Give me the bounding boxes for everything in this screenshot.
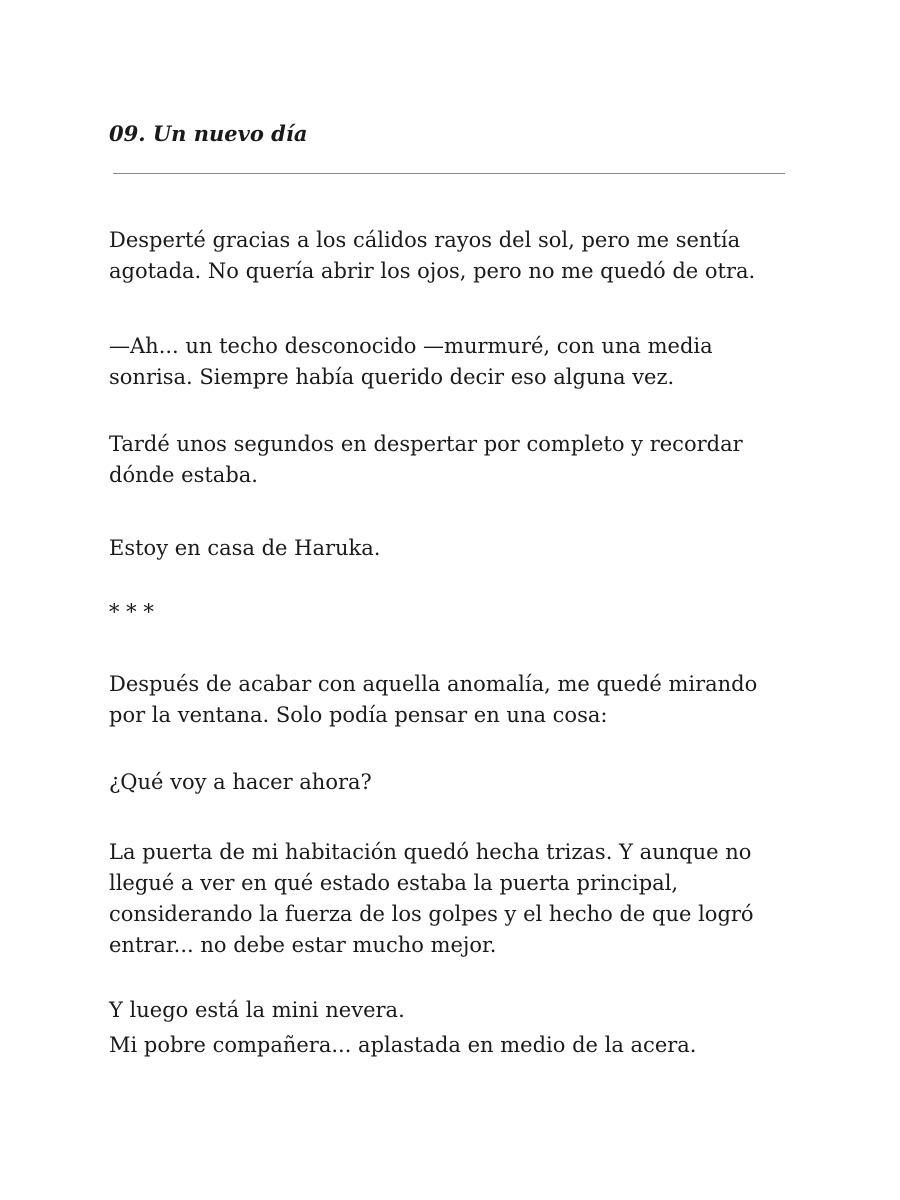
paragraph-3: Tardé unos segundos en despertar por completo y recordar dónde estaba. (109, 432, 743, 487)
scene-break: * * * (109, 600, 154, 624)
paragraph-1: Desperté gracias a los cálidos rayos del sol, pero me sentía agotada. No quería abrir los ojos, pero no me quedó de otra. (109, 228, 756, 283)
paragraph-4: Estoy en casa de Haruka. (109, 536, 381, 560)
paragraph-9: Mi pobre compañera... aplastada en medio de la acera. (109, 1033, 697, 1057)
paragraph-6: ¿Qué voy a hacer ahora? (109, 770, 372, 794)
paragraph-8: Y luego está la mini nevera. (109, 998, 405, 1022)
paragraph-5: Después de acabar con aquella anomalía, me quedé mirando por la ventana. Solo podía pensar en una cosa: (109, 672, 758, 727)
paragraph-2: —Ah... un techo desconocido —murmuré, con una media sonrisa. Siempre había querido decir eso alguna vez. (109, 334, 713, 389)
paragraph-7: La puerta de mi habitación quedó hecha trizas. Y aunque no llegué a ver en qué estado estaba la puerta principal, considerando la fuerza de los golpes y el hecho de que logró entrar... no debe estar mucho mejor. (109, 840, 754, 957)
chapter-title: 09. Un nuevo día (109, 121, 308, 146)
title-divider (113, 173, 785, 174)
